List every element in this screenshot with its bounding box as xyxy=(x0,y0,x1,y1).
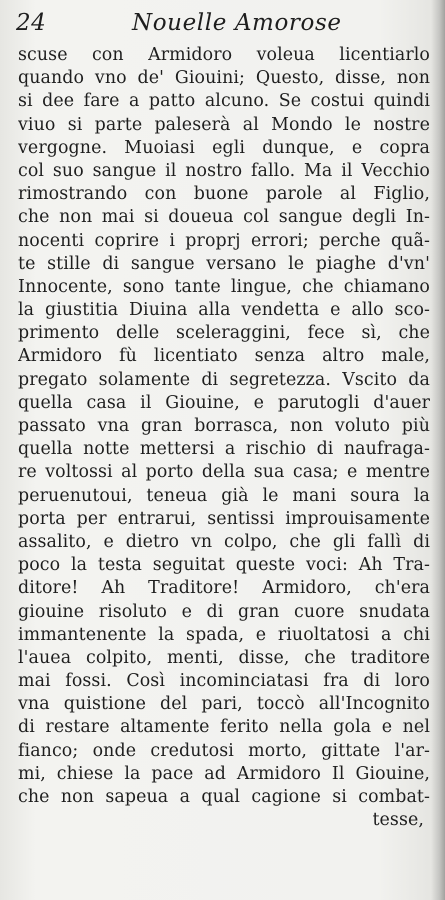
page-header xyxy=(16,10,426,40)
body-text xyxy=(18,44,430,832)
text-line: scuse con Armidoro voleua licentiarlo xyxy=(18,45,430,65)
text-line: la giustitia Diuina alla vendetta e allo sco- xyxy=(18,300,430,321)
text-line: ditore! Ah Traditore! Armidoro, ch'era xyxy=(18,578,430,599)
text-line: si dee fare a patto alcuno. Se costui quindi xyxy=(18,91,430,112)
text-line-catchword: tesse, xyxy=(372,810,424,831)
text-line: te stille di sangue versano le piaghe d'vn' xyxy=(18,253,430,274)
text-line: col suo sangue il nostro fallo. Ma il Vecchio xyxy=(18,160,430,181)
text-line: pregato solamente di segretezza. Vscito da xyxy=(18,369,430,390)
page-number: 24 xyxy=(16,10,47,36)
text-line: vna quistione del pari, toccò all'Incognito xyxy=(18,694,430,715)
text-line: l'auea colpito, menti, disse, che traditore xyxy=(18,647,430,668)
text-line: quando vno de' Giouini; Questo, disse, non xyxy=(18,68,430,89)
text-line: assalito, e dietro vn colpo, che gli fallì di xyxy=(18,531,430,552)
text-line: passato vna gran borrasca, non voluto più xyxy=(18,416,430,436)
text-line: mai fossi. Così incominciatasi fra di loro xyxy=(18,671,430,692)
text-line: quella notte mettersi a rischio di naufraga- xyxy=(18,439,430,460)
text-line: primento delle sceleraggini, fece sì, che xyxy=(18,323,430,344)
running-head: Nouelle Amorose xyxy=(132,10,342,36)
text-line: peruenutoui, teneua già le mani soura la xyxy=(18,485,430,506)
text-line: rimostrando con buone parole al Figlio, xyxy=(18,184,430,205)
text-line: re voltossi al porto della sua casa; e mentre xyxy=(18,462,430,483)
text-line: viuo si parte paleserà al Mondo le nostre xyxy=(18,114,430,135)
text-line: vergogne. Muoiasi egli dunque, e copra xyxy=(18,137,430,158)
text-line: immantenente la spada, e riuoltatosi a chi xyxy=(18,624,430,645)
text-line: che non sapeua a qual cagione si combat- xyxy=(18,787,430,807)
text-line: poco la testa seguitat queste voci: Ah Tra- xyxy=(18,555,430,576)
text-line: di restare altamente ferito nella gola e nel xyxy=(18,717,430,738)
page-edge-shadow xyxy=(431,0,445,900)
text-line: giouine risoluto e di gran cuore snudata xyxy=(18,601,430,622)
text-line: nocenti coprire i proprj errori; perche quã- xyxy=(18,230,430,251)
text-line: Armidoro fù licentiato senza altro male, xyxy=(18,346,430,367)
text-line: quella casa il Giouine, e parutogli d'auer xyxy=(18,392,430,413)
text-line: porta per entrarui, sentissi improuisamente xyxy=(18,508,430,529)
text-line: mi, chiese la pace ad Armidoro Il Giouine, xyxy=(18,763,430,784)
text-line: che non mai si doueua col sangue degli In- xyxy=(18,207,430,228)
text-line: Innocente, sono tante lingue, che chiamano xyxy=(18,276,430,297)
text-line: fianco; onde credutosi morto, gittate l'ar- xyxy=(18,740,430,761)
